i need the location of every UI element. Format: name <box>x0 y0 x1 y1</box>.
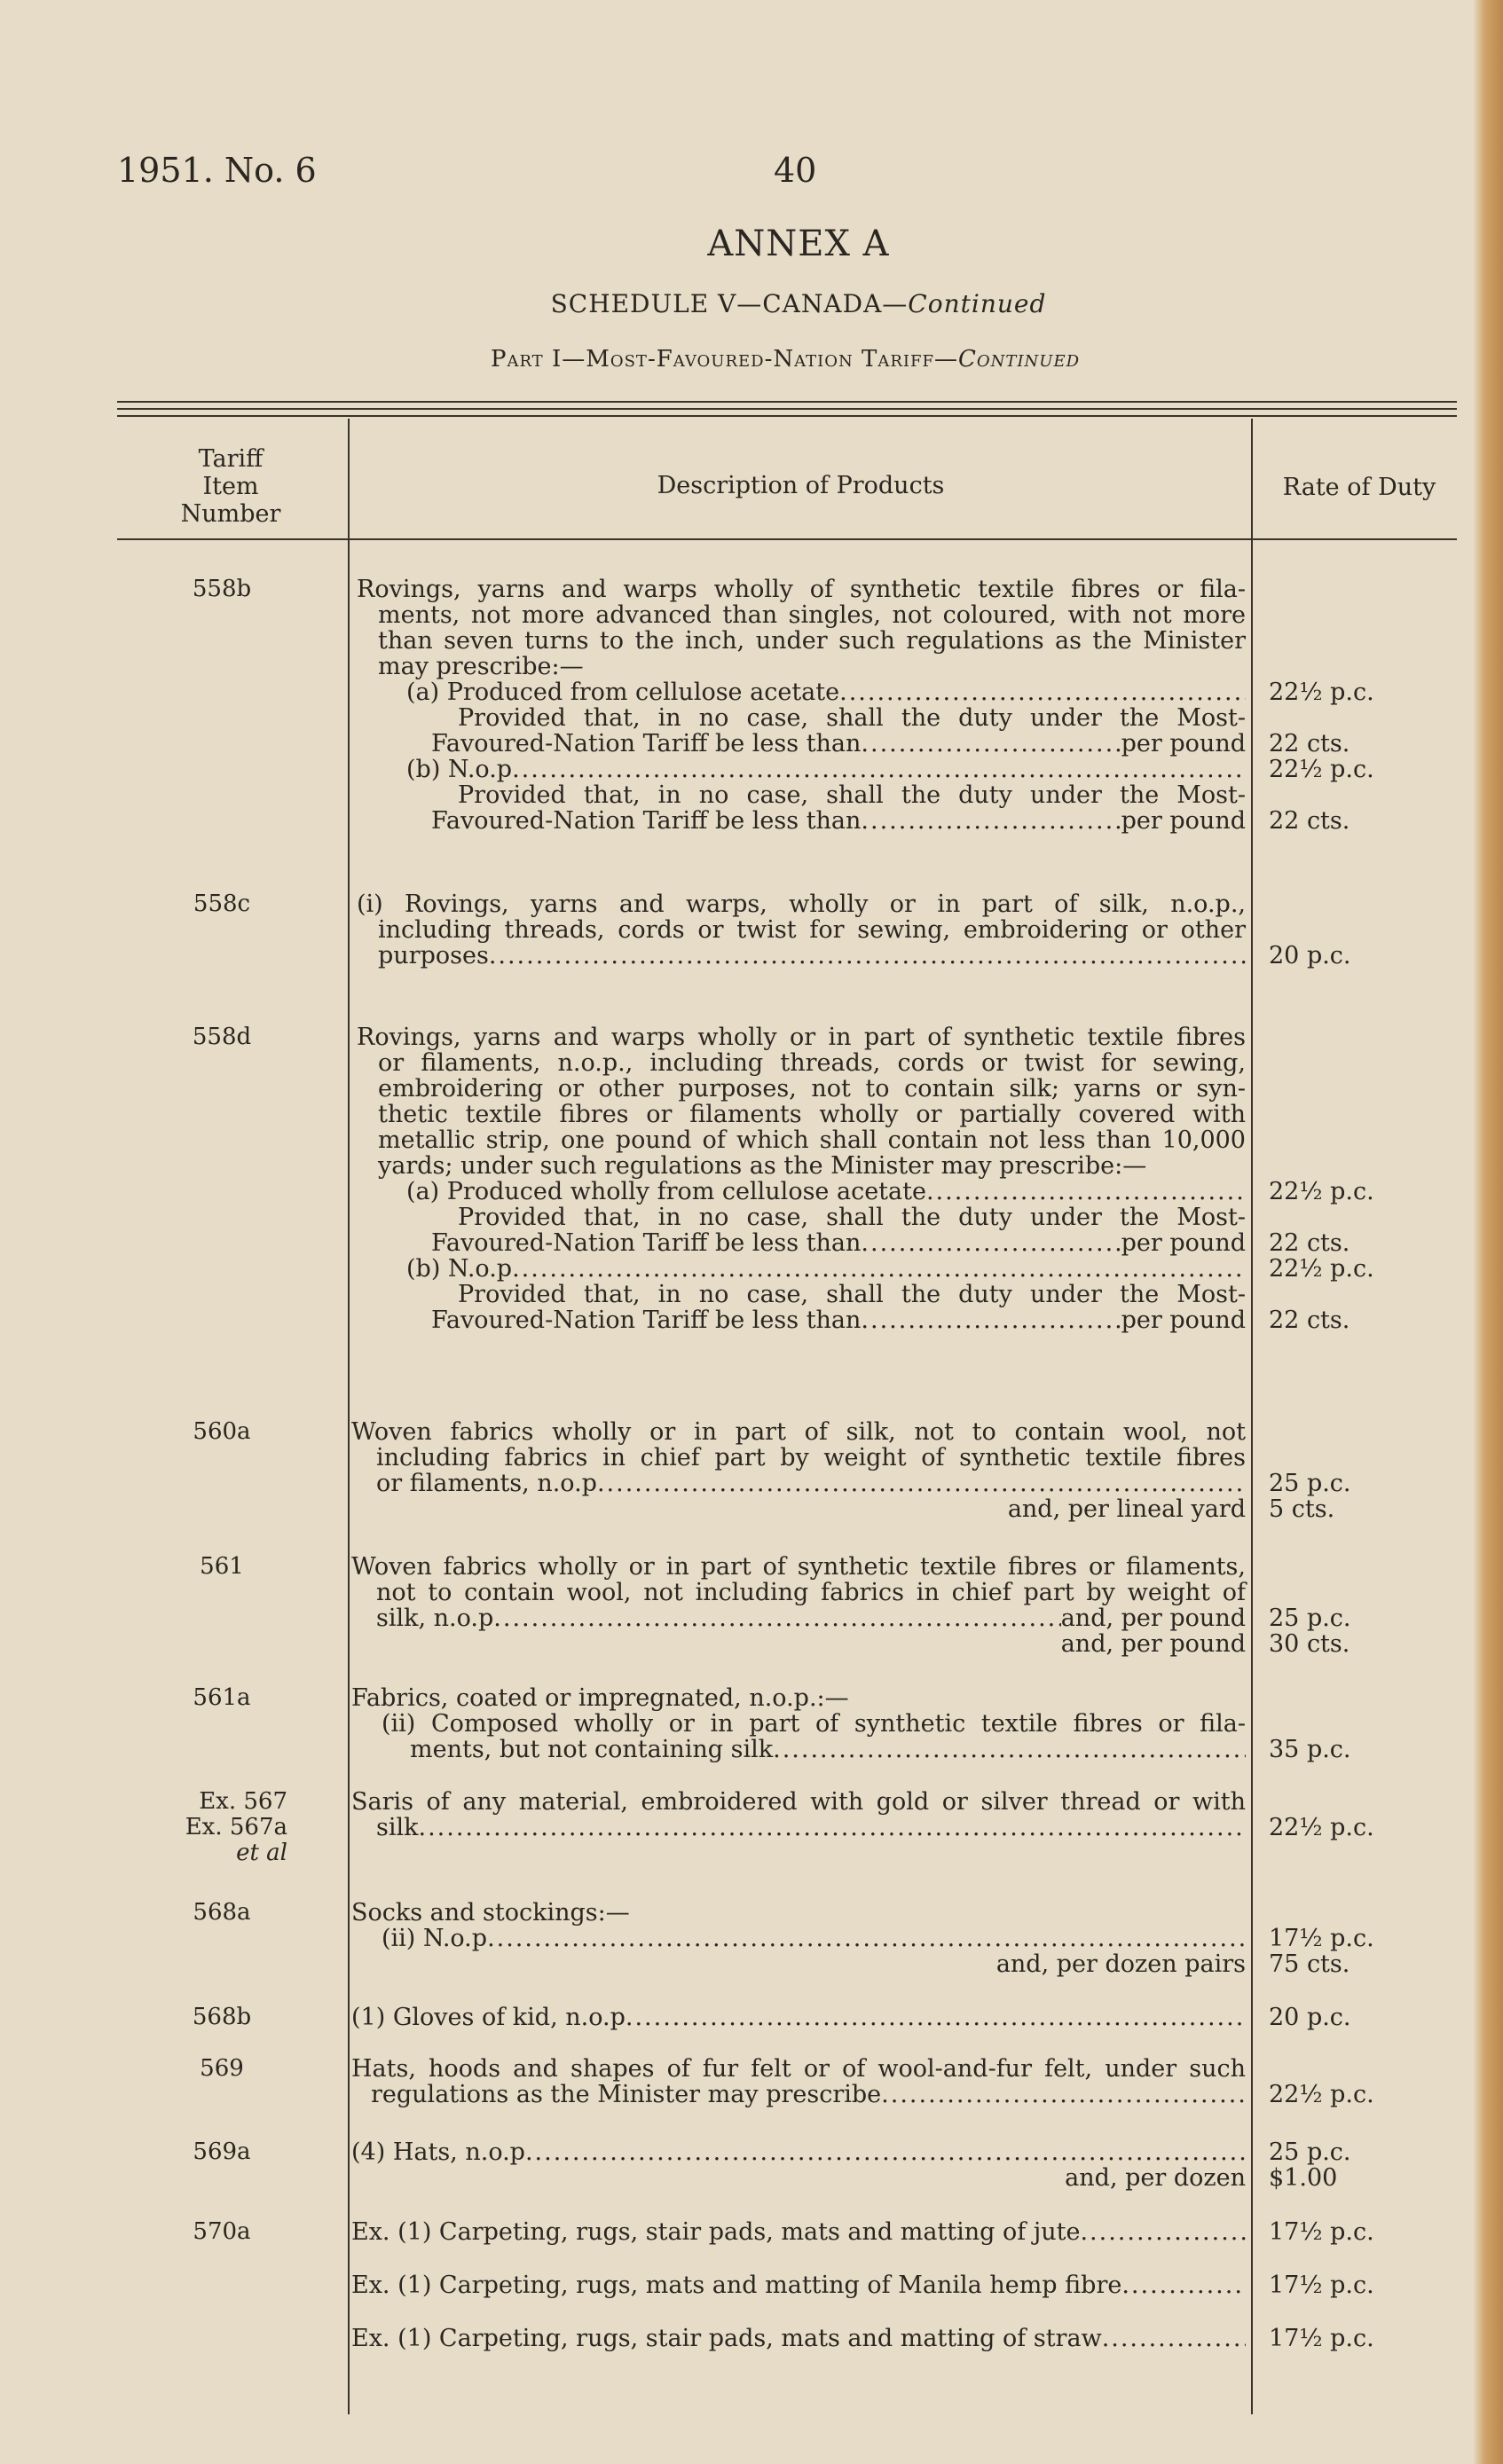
description-text: Favoured-Nation Tariff be less than <box>431 1307 862 1334</box>
tariff-number-line: 558d <box>192 1024 252 1050</box>
rate-value <box>1269 1282 1446 1307</box>
description-line <box>348 2326 1246 2351</box>
tariff-number-line: 561 <box>200 1553 244 1580</box>
description-line-end: per pound <box>1121 730 1246 757</box>
description-text: silk, n.o.p <box>376 1605 494 1632</box>
description-text: and, per lineal yard <box>1007 1495 1246 1523</box>
tariff-item-number <box>106 1419 337 1445</box>
part-text: Part I—Most-Favoured-Nation Tariff— <box>490 346 959 373</box>
column-header-description: Description of Products <box>657 472 945 499</box>
description-text: (ii) N.o.p <box>382 1925 488 1952</box>
description-line: yards; under such regulations as the Minister may prescribe:— <box>378 1152 1147 1180</box>
tariff-number-line: 558c <box>193 891 251 917</box>
product-description <box>348 891 1246 969</box>
rate-value: 20 p.c. <box>1269 942 1351 969</box>
description-line <box>348 679 1246 705</box>
year-number: 1951. No. 6 <box>117 151 317 190</box>
rate-value <box>1269 2056 1446 2082</box>
rate-of-duty <box>1269 1900 1446 1977</box>
leader-dots <box>1102 2326 1246 2351</box>
annex-title: ANNEX A <box>707 224 890 264</box>
rate-value <box>1269 1076 1446 1102</box>
description-line <box>348 808 1246 834</box>
leader-dots <box>861 1230 1121 1256</box>
rate-value <box>1269 1789 1446 1815</box>
description-line <box>348 2139 1246 2165</box>
rate-value <box>1269 1685 1446 1711</box>
column-header-line: Number <box>180 500 281 528</box>
description-line: Woven fabrics wholly or in part of synthetic textile fibres or filaments, <box>351 1553 1246 1581</box>
description-line <box>348 1951 1246 1977</box>
rate-value <box>1269 654 1446 679</box>
product-description <box>348 1685 1246 1762</box>
column-header-line: Item <box>202 473 259 500</box>
rate-value: 22½ p.c. <box>1269 1814 1374 1841</box>
rate-value: 17½ p.c. <box>1269 1925 1374 1952</box>
description-line <box>348 731 1246 757</box>
tariff-item-number <box>106 577 337 602</box>
rate-of-duty <box>1269 1419 1446 1522</box>
description-text: (a) Produced from cellulose acetate <box>406 679 840 706</box>
rate-value <box>1269 891 1446 917</box>
tariff-number-line: 570a <box>193 2218 251 2245</box>
description-line <box>348 2219 1246 2245</box>
tariff-item-number <box>106 2056 337 2082</box>
part-continued: Continued <box>958 346 1081 373</box>
rate-of-duty <box>1269 2005 1446 2030</box>
rate-value: 35 p.c. <box>1269 1736 1351 1763</box>
leader-dots <box>1080 2219 1246 2245</box>
tariff-item-number <box>106 1685 337 1711</box>
description-text: and, per pound <box>1060 1630 1246 1658</box>
rate-value <box>1269 1711 1446 1737</box>
description-line: may prescribe:— <box>378 653 584 680</box>
rate-value <box>1269 628 1446 654</box>
tariff-item-number <box>106 2005 337 2030</box>
leader-dots <box>1121 2272 1246 2298</box>
rate-value: 22 cts. <box>1269 1307 1350 1334</box>
description-line: including threads, cords or twist for sewing, embroidering or other <box>378 916 1246 944</box>
description-line-end: per pound <box>1121 1229 1246 1257</box>
rate-value <box>1269 705 1446 731</box>
leader-dots <box>839 679 1246 705</box>
tariff-number-line: 558b <box>192 576 252 602</box>
page-number: 40 <box>774 151 817 190</box>
rate-value: 22½ p.c. <box>1269 679 1374 706</box>
description-line <box>348 1471 1246 1496</box>
rate-value <box>1269 1580 1446 1605</box>
description-line <box>348 1230 1246 1256</box>
description-text: silk <box>376 1814 419 1841</box>
rate-of-duty <box>1269 1789 1446 1840</box>
rate-value <box>1269 1153 1446 1179</box>
description-line-end: and, per pound <box>1060 1605 1246 1632</box>
tariff-item-number <box>106 2219 337 2245</box>
tariff-number-line: Ex. 567a <box>185 1814 287 1840</box>
tariff-item-number <box>106 1789 337 1866</box>
product-description <box>348 2005 1246 2030</box>
leader-dots <box>512 757 1246 782</box>
rate-of-duty <box>1269 1554 1446 1657</box>
description-line: Woven fabrics wholly or in part of silk, not to contain wool, not <box>351 1418 1246 1446</box>
product-description <box>348 2056 1246 2107</box>
description-text: and, per dozen <box>1065 2164 1246 2192</box>
rate-value <box>1269 1024 1446 1050</box>
product-description <box>348 2272 1246 2298</box>
leader-dots <box>861 808 1121 834</box>
description-line: or filaments, n.o.p., including threads, cords or twist for sewing, <box>378 1049 1246 1077</box>
product-description <box>348 2326 1246 2351</box>
rate-value <box>1269 1127 1446 1153</box>
leader-dots <box>626 2005 1246 2030</box>
description-line: Rovings, yarns and warps wholly or in part of synthetic textile fibres <box>357 1024 1246 1051</box>
rate-value <box>1269 602 1446 628</box>
rate-of-duty <box>1269 577 1446 834</box>
description-line: Rovings, yarns and warps wholly of synthetic textile fibres or fila- <box>357 576 1246 603</box>
tariff-number-line: Ex. 567 <box>199 1788 287 1815</box>
description-line <box>348 2165 1246 2191</box>
description-line <box>348 1631 1246 1657</box>
rate-value: 17½ p.c. <box>1269 2272 1374 2299</box>
description-line <box>348 2005 1246 2030</box>
description-line: (ii) Composed wholly or in part of synthetic textile fibres or fila- <box>382 1710 1246 1738</box>
description-line: Provided that, in no case, shall the duty under the Most- <box>458 704 1246 732</box>
description-line: metallic strip, one pound of which shall contain not less than 10,000 <box>378 1126 1246 1154</box>
rate-value: 22 cts. <box>1269 807 1350 835</box>
description-line: Provided that, in no case, shall the duty under the Most- <box>458 1281 1246 1308</box>
description-text: and, per dozen pairs <box>995 1950 1246 1978</box>
tariff-item-number <box>106 1024 337 1050</box>
description-line: thetic textile fibres or filaments wholly or partially covered with <box>378 1101 1246 1128</box>
rate-of-duty <box>1269 2219 1446 2245</box>
rate-of-duty <box>1269 2272 1446 2298</box>
description-text: (b) N.o.p <box>406 756 513 783</box>
rate-value <box>1269 917 1446 943</box>
description-line <box>348 2272 1246 2298</box>
rate-of-duty <box>1269 2326 1446 2351</box>
leader-dots <box>861 1307 1121 1333</box>
rate-value: 22 cts. <box>1269 1229 1350 1257</box>
product-description <box>348 2139 1246 2191</box>
description-line <box>348 1815 1246 1840</box>
rate-of-duty <box>1269 2139 1446 2191</box>
description-text: (b) N.o.p <box>406 1255 513 1283</box>
rate-value: $1.00 <box>1269 2164 1338 2192</box>
description-text: (4) Hats, n.o.p <box>351 2138 525 2166</box>
product-description <box>348 1789 1246 1840</box>
description-line <box>348 1926 1246 1951</box>
tariff-number-line: 561a <box>193 1684 251 1711</box>
description-line: Provided that, in no case, shall the duty under the Most- <box>458 1204 1246 1231</box>
description-text: Ex. (1) Carpeting, rugs, stair pads, mats and matting of straw <box>351 2325 1102 2352</box>
column-header-rate: Rate of Duty <box>1282 474 1436 501</box>
leader-dots <box>489 943 1246 969</box>
description-line <box>348 1256 1246 1282</box>
description-text: or filaments, n.o.p <box>376 1470 597 1497</box>
tariff-number-line: et al <box>236 1840 287 1866</box>
leader-dots <box>525 2139 1246 2165</box>
description-text: (a) Produced wholly from cellulose acetate <box>406 1178 926 1205</box>
rate-value <box>1269 1102 1446 1127</box>
description-line: Fabrics, coated or impregnated, n.o.p.:— <box>351 1684 849 1712</box>
rate-of-duty <box>1269 1685 1446 1762</box>
description-line: Saris of any material, embroidered with gold or silver thread or with <box>351 1788 1246 1816</box>
description-text: (1) Gloves of kid, n.o.p <box>351 2004 626 2031</box>
rate-value: 25 p.c. <box>1269 1470 1351 1497</box>
rate-value: 75 cts. <box>1269 1950 1350 1978</box>
description-line: ments, not more advanced than singles, not coloured, with not more <box>378 601 1246 629</box>
description-line <box>348 1307 1246 1333</box>
tariff-number-line: 560a <box>193 1418 251 1445</box>
rate-value: 20 p.c. <box>1269 2004 1351 2031</box>
description-line: not to contain wool, not including fabrics in chief part by weight of <box>376 1579 1246 1606</box>
description-line: Provided that, in no case, shall the duty under the Most- <box>458 781 1246 809</box>
product-description <box>348 1554 1246 1657</box>
tariff-number-line: 568b <box>192 2004 252 2030</box>
product-description <box>348 577 1246 834</box>
description-text: Favoured-Nation Tariff be less than <box>431 807 862 835</box>
leader-dots <box>861 731 1121 757</box>
leader-dots <box>773 1737 1246 1762</box>
rate-value: 17½ p.c. <box>1269 2218 1374 2246</box>
rate-value <box>1269 1205 1446 1230</box>
rate-of-duty <box>1269 2056 1446 2107</box>
description-text: Favoured-Nation Tariff be less than <box>431 1229 862 1257</box>
leader-dots <box>881 2082 1246 2107</box>
rate-value <box>1269 782 1446 808</box>
description-line <box>348 1179 1246 1205</box>
description-line: including fabrics in chief part by weight of synthetic textile fibres <box>376 1444 1246 1471</box>
rate-value: 22½ p.c. <box>1269 1178 1374 1205</box>
description-line: (i) Rovings, yarns and warps, wholly or in part of silk, n.o.p., <box>357 891 1246 918</box>
rate-value: 30 cts. <box>1269 1630 1350 1658</box>
description-line: than seven turns to the inch, under such regulations as the Minister <box>378 627 1246 655</box>
description-line: embroidering or other purposes, not to contain silk; yarns or syn- <box>378 1075 1246 1103</box>
rate-value <box>1269 1900 1446 1926</box>
product-description <box>348 1900 1246 1977</box>
product-description <box>348 1419 1246 1522</box>
description-line: Hats, hoods and shapes of fur felt or of wool-and-fur felt, under such <box>351 2055 1246 2083</box>
tariff-item-number <box>106 1554 337 1580</box>
description-text: purposes <box>378 942 489 969</box>
description-line <box>348 943 1246 969</box>
rate-value: 22½ p.c. <box>1269 756 1374 783</box>
rate-value: 17½ p.c. <box>1269 2325 1374 2352</box>
leader-dots <box>926 1179 1246 1205</box>
product-description <box>348 1024 1246 1333</box>
tariff-number-line: 569 <box>200 2055 244 2082</box>
rate-value: 25 p.c. <box>1269 1605 1351 1632</box>
leader-dots <box>597 1471 1246 1496</box>
tariff-item-number <box>106 891 337 917</box>
column-header-line: Tariff <box>198 445 264 473</box>
rate-value <box>1269 1419 1446 1445</box>
rate-of-duty <box>1269 1024 1446 1333</box>
rate-value <box>1269 577 1446 602</box>
description-line <box>348 757 1246 782</box>
tariff-item-number <box>106 2139 337 2165</box>
rate-value: 25 p.c. <box>1269 2138 1351 2166</box>
leader-dots <box>512 1256 1246 1282</box>
rate-value: 22 cts. <box>1269 730 1350 757</box>
tariff-number-line: 568a <box>193 1899 251 1926</box>
rate-value: 5 cts. <box>1269 1495 1335 1523</box>
description-text: ments, but not containing silk <box>410 1736 774 1763</box>
rate-value: 22½ p.c. <box>1269 2081 1374 2108</box>
description-line-end: per pound <box>1121 1307 1246 1334</box>
description-text: Ex. (1) Carpeting, rugs, stair pads, mats and matting of jute <box>351 2218 1081 2246</box>
leader-dots <box>487 1926 1246 1951</box>
description-line <box>348 1737 1246 1762</box>
tariff-number-line: 569a <box>193 2138 251 2165</box>
description-line <box>348 1605 1246 1631</box>
description-line-end: per pound <box>1121 807 1246 835</box>
rate-value <box>1269 1445 1446 1471</box>
tariff-item-number <box>106 1900 337 1926</box>
product-description <box>348 2219 1246 2245</box>
rate-value: 22½ p.c. <box>1269 1255 1374 1283</box>
description-text: regulations as the Minister may prescribe <box>371 2081 882 2108</box>
leader-dots <box>419 1815 1247 1840</box>
description-line <box>348 2082 1246 2107</box>
rate-value <box>1269 1050 1446 1076</box>
leader-dots <box>493 1605 1060 1631</box>
description-line: Socks and stockings:— <box>351 1899 630 1926</box>
description-text: Ex. (1) Carpeting, rugs, mats and matting of Manila hemp fibre <box>351 2272 1122 2299</box>
description-text: Favoured-Nation Tariff be less than <box>431 730 862 757</box>
schedule-continued: Continued <box>908 289 1047 318</box>
description-line <box>348 1496 1246 1522</box>
rate-of-duty <box>1269 891 1446 969</box>
rate-value <box>1269 1554 1446 1580</box>
schedule-text: SCHEDULE V—CANADA— <box>550 289 909 318</box>
